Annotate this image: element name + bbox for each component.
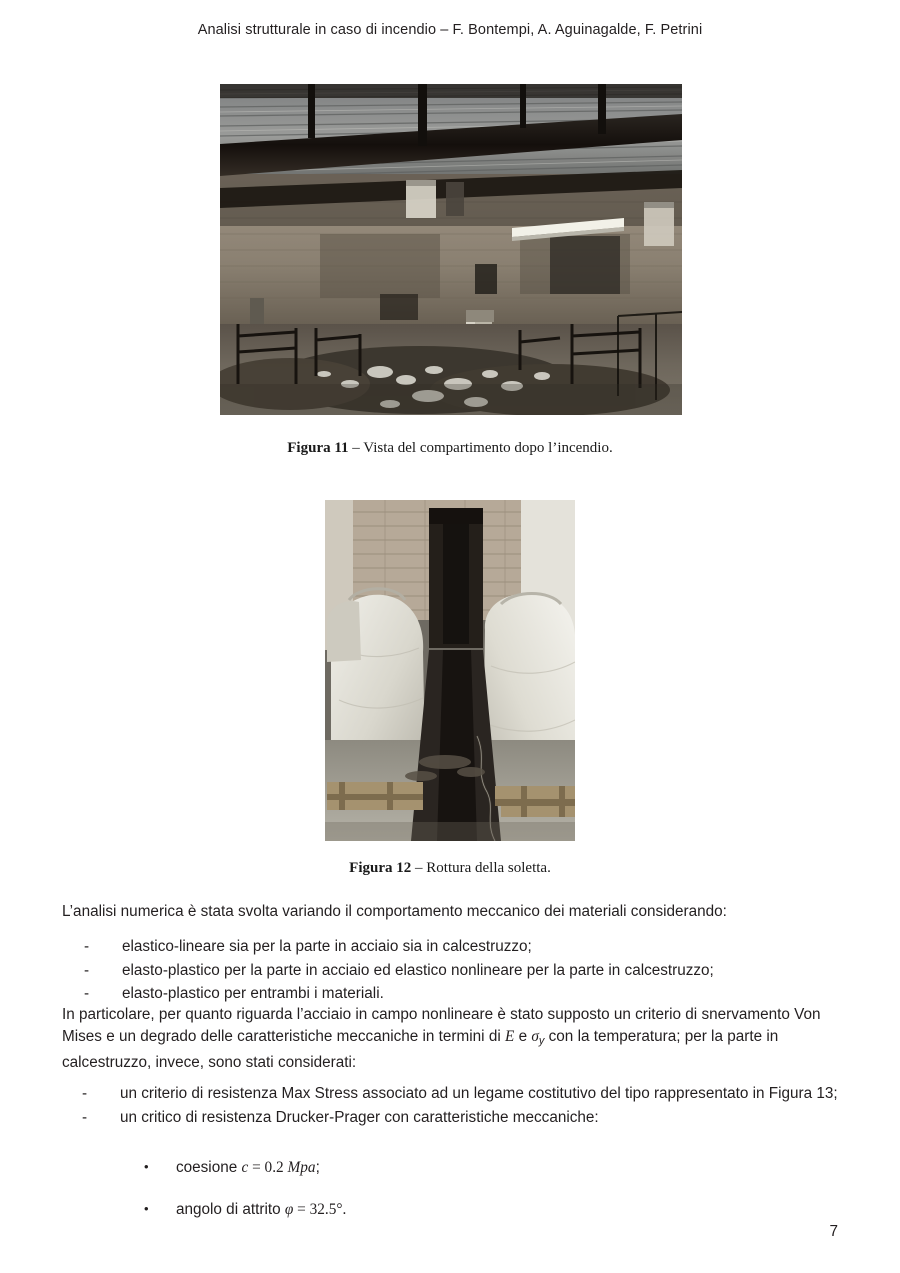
figure-11-caption	[0, 440, 900, 457]
cracked-slab-photo	[325, 500, 575, 841]
figure-11-label: Figura 11	[287, 440, 349, 456]
page-header: Analisi strutturale in caso di incendio – F. Bontempi, A. Aguinagalde, F. Petrini	[197, 22, 703, 38]
friction-angle-value: = 32.5°.	[293, 1200, 347, 1218]
symbol-young-modulus: E	[504, 1027, 515, 1045]
list-item: - un critico di resistenza Drucker-Prager con caratteristiche meccaniche:	[62, 1107, 842, 1129]
figure-11-caption-text: Vista del compartimento dopo l’incendio.	[363, 440, 613, 456]
concrete-criteria-list	[62, 1083, 842, 1130]
list-item: - elasto-plastico per entrambi i materiali.	[62, 983, 842, 1005]
paragraph-intro: L’analisi numerica è stata svolta variando il comportamento meccanico dei materiali considerando:	[62, 903, 727, 920]
page-number: 7	[829, 1223, 838, 1240]
cohesion-terminator: ;	[315, 1159, 320, 1176]
list-item: - elastico-lineare sia per la parte in acciaio sia in calcestruzzo;	[62, 936, 842, 958]
list-item: - elasto-plastico per la parte in acciaio ed elastico nonlineare per la parte in calcestruzzo;	[62, 960, 842, 982]
figure-12-dash: –	[411, 860, 427, 876]
drucker-prager-parameters-list	[62, 1157, 842, 1240]
cohesion-label: coesione	[176, 1159, 242, 1176]
material-behaviour-list	[62, 936, 842, 1007]
figure-12-caption-text: Rottura della soletta.	[426, 860, 551, 876]
paragraph-nonlinear	[62, 1004, 842, 1074]
paragraph-nonlinear-part2: e	[514, 1027, 532, 1045]
figure-11-image	[220, 84, 682, 415]
list-item: - un criterio di resistenza Max Stress associato ad un legame costitutivo del tipo rappresentato in Figura 13;	[62, 1083, 842, 1105]
cohesion-unit: Mpa	[287, 1159, 316, 1176]
symbol-friction-angle: φ	[284, 1200, 294, 1218]
burned-compartment-photo	[220, 84, 682, 415]
figure-11-dash: –	[348, 440, 364, 456]
symbol-cohesion: c	[241, 1159, 249, 1176]
paragraph-nonlinear-part3: con la temperatura; per la parte in calcestruzzo, invece, sono stati considerati:	[62, 1027, 779, 1072]
figure-12-label: Figura 12	[349, 860, 412, 876]
figure-12-caption	[0, 860, 900, 877]
paragraph-nonlinear-part1: In particolare, per quanto riguarda l’acciaio in campo nonlineare è stato supposto un criterio di snervamento Von Mises e un degrado delle caratteristiche meccaniche in termini di	[62, 1006, 821, 1045]
list-item-cohesion	[62, 1157, 842, 1179]
cohesion-value: = 0.2	[248, 1159, 288, 1176]
symbol-sigma-y: σ	[531, 1027, 539, 1045]
symbol-sigma-y-subscript: y	[538, 1034, 545, 1047]
friction-angle-label: angolo di attrito	[176, 1200, 285, 1218]
figure-12-image	[325, 500, 575, 841]
list-item-friction-angle	[62, 1199, 842, 1221]
